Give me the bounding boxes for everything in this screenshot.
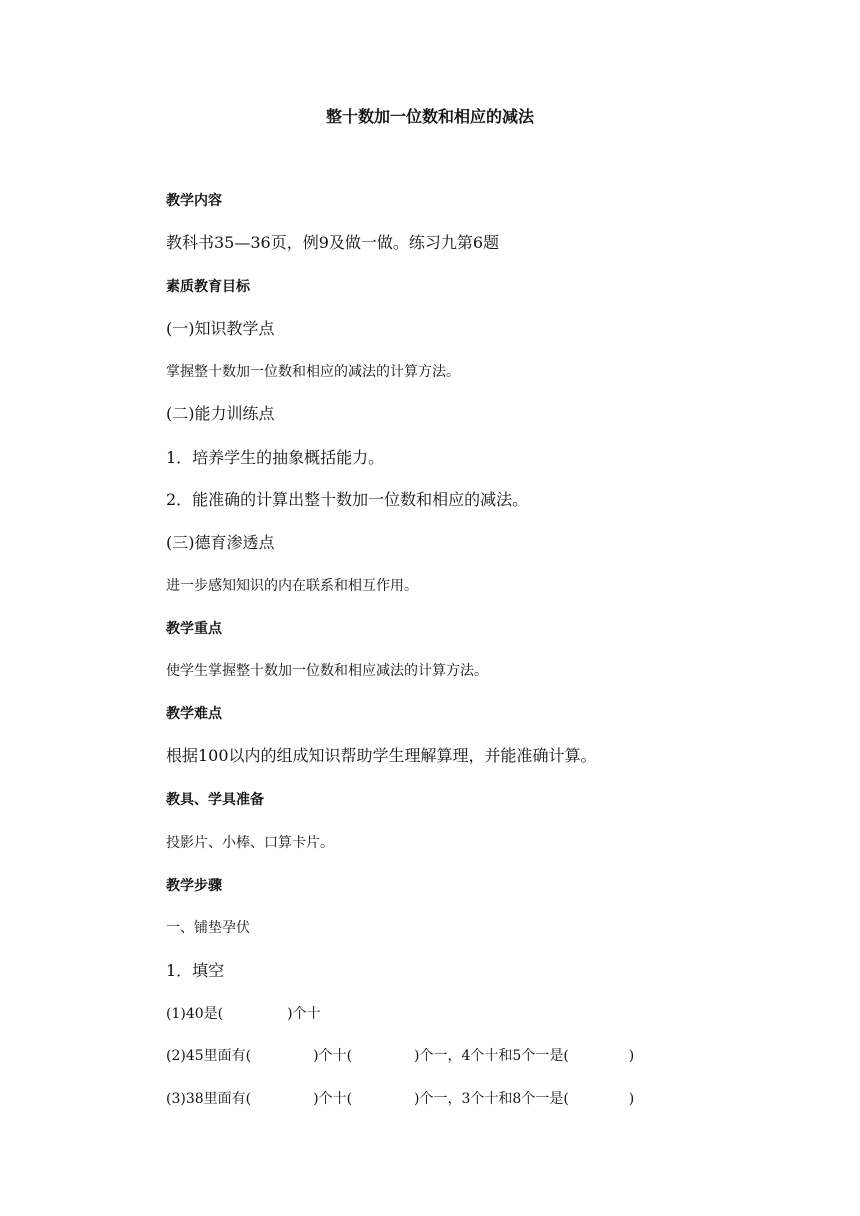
q2-part-d: ) — [628, 1048, 635, 1064]
knowledge-heading: (一)知识教学点 — [166, 319, 275, 338]
q3-part-d: ) — [628, 1091, 635, 1107]
key-heading: 教学重点 — [166, 621, 222, 637]
goals-heading: 素质教育目标 — [166, 279, 250, 295]
fill-question-3 — [166, 1089, 634, 1109]
fill-question-1 — [166, 1004, 321, 1024]
moral-heading: (三)德育渗透点 — [166, 533, 275, 552]
difficulty-text: 根据100以内的组成知识帮助学生理解算理，并能准确计算。 — [166, 746, 597, 765]
q3-part-b: )个十( — [313, 1091, 353, 1107]
ability-item-1: 1．培养学生的抽象概括能力。 — [166, 448, 385, 467]
fill-heading: 1．填空 — [166, 961, 225, 980]
q2-part-c: )个一，4个十和5个一是( — [414, 1048, 569, 1064]
q3-part-c: )个一，3个十和8个一是( — [414, 1091, 569, 1107]
q2-part-b: )个十( — [313, 1048, 353, 1064]
difficulty-heading: 教学难点 — [166, 706, 222, 722]
steps-heading: 教学步骤 — [166, 878, 222, 894]
tools-text: 投影片、小棒、口算卡片。 — [166, 835, 334, 851]
tools-heading: 教具、学具准备 — [166, 792, 264, 808]
q3-part-a: (3)38里面有( — [166, 1091, 252, 1107]
document-title: 整十数加一位数和相应的减法 — [325, 107, 534, 126]
content-heading: 教学内容 — [166, 193, 222, 209]
knowledge-text: 掌握整十数加一位数和相应的减法的计算方法。 — [166, 364, 460, 380]
q1-part-b: )个十 — [287, 1006, 321, 1022]
content-text: 教科书35—36页，例9及做一做。练习九第6题 — [166, 233, 500, 252]
ability-heading: (二)能力训练点 — [166, 404, 275, 423]
ability-item-2: 2．能准确的计算出整十数加一位数和相应的减法。 — [166, 490, 529, 509]
fill-question-2 — [166, 1046, 634, 1066]
step1-heading: 一、铺垫孕伏 — [166, 920, 250, 936]
q1-part-a: (1)40是( — [166, 1006, 224, 1022]
moral-text: 进一步感知知识的内在联系和相互作用。 — [166, 578, 418, 594]
q2-part-a: (2)45里面有( — [166, 1048, 252, 1064]
key-text: 使学生掌握整十数加一位数和相应减法的计算方法。 — [166, 663, 488, 679]
